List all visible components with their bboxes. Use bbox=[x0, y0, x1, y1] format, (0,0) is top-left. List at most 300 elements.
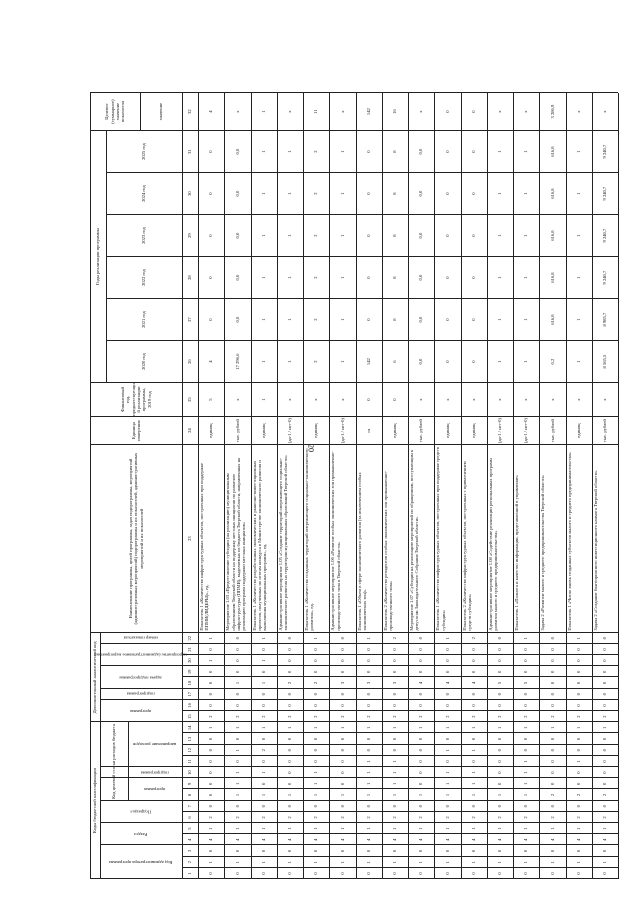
row-code-cell: 1 bbox=[234, 782, 240, 785]
table-hline bbox=[513, 93, 514, 879]
row-year-value: 1 bbox=[339, 234, 345, 237]
row-code-cell: 0 bbox=[365, 704, 371, 707]
row-code-cell: 3 bbox=[339, 681, 345, 685]
row-code-cell: 0 bbox=[208, 681, 214, 685]
header-unit: Единица измерения bbox=[130, 420, 141, 441]
row-year-value: 6 bbox=[392, 360, 398, 363]
row-code-cell: 2 bbox=[575, 816, 581, 819]
row-code-cell: 1 bbox=[575, 827, 581, 830]
row-code-cell: 0 bbox=[523, 704, 529, 707]
row-code-cell: 4 bbox=[444, 838, 450, 841]
row-year-value: 1 bbox=[260, 234, 266, 237]
row-year-value: 0 bbox=[208, 150, 214, 153]
row-target-value: х bbox=[418, 110, 424, 113]
row-code-cell: 0 bbox=[575, 659, 581, 662]
row-year-value: 4 bbox=[208, 360, 214, 363]
row-year-value: 0 bbox=[365, 234, 371, 237]
row-code-cell: 0 bbox=[313, 749, 319, 752]
row-code-cell: 1 bbox=[392, 827, 398, 830]
row-year-value: 0 bbox=[208, 234, 214, 237]
row-code-cell: 0 bbox=[549, 782, 555, 785]
row-year-value: 1 bbox=[523, 318, 529, 321]
row-code-cell: 0 bbox=[339, 659, 345, 662]
row-code-cell: 0 bbox=[234, 637, 240, 640]
row-unit: (да-1 / нет-0) bbox=[497, 418, 503, 444]
row-code-cell: 2 bbox=[208, 715, 214, 718]
row-code-cell: 0 bbox=[602, 670, 608, 673]
row-code-cell: 0 bbox=[260, 648, 266, 651]
table-vline bbox=[106, 298, 182, 299]
row-code-cell: 0 bbox=[523, 693, 529, 696]
row-year-value: 1 bbox=[575, 192, 581, 195]
row-code-cell: 4 bbox=[260, 838, 266, 841]
column-number: 29 bbox=[187, 233, 193, 238]
row-year-value: 1 bbox=[287, 360, 293, 363]
row-code-cell: 0 bbox=[287, 737, 293, 741]
header-activity: мероприятие (административное мероприятие) bbox=[94, 652, 188, 658]
row-code-cell: 0 bbox=[339, 693, 345, 696]
column-number: 28 bbox=[187, 275, 193, 280]
row-code-cell: 1 bbox=[523, 861, 529, 864]
row-code-cell: 1 bbox=[313, 771, 319, 774]
row-code-cell: 0 bbox=[602, 849, 608, 853]
row-year-value: 0,0 bbox=[418, 148, 424, 155]
row-name: Показатель 1 «Количество разработанных экономических и рыночно-инвестиционных проектов, полученных по итогам конкурса в Министерстве экономического развития и выполнения муниципальных программ», ед. bbox=[251, 460, 268, 631]
row-code-cell: 0 bbox=[497, 659, 503, 662]
row-code-cell: 0 bbox=[444, 693, 450, 696]
row-code-cell: 3 bbox=[365, 681, 371, 685]
row-code-cell: 1 bbox=[260, 726, 266, 729]
row-code-cell: 0 bbox=[470, 872, 476, 875]
row-code-cell: 0 bbox=[602, 760, 608, 763]
row-code-cell: 0 bbox=[418, 659, 424, 662]
row-code-cell: 0 bbox=[208, 760, 214, 763]
row-code-cell: 4 bbox=[365, 838, 371, 841]
row-year-value: 0 bbox=[208, 318, 214, 321]
row-code-cell: 0 bbox=[523, 659, 529, 662]
row-code-cell: 1 bbox=[549, 861, 555, 864]
row-code-cell: 1 bbox=[523, 637, 529, 640]
row-code-cell: 0 bbox=[365, 805, 371, 808]
row-code-cell: 0 bbox=[444, 872, 450, 875]
row-year-value: 0 bbox=[365, 276, 371, 279]
row-code-cell: 1 bbox=[523, 760, 529, 763]
row-code-cell: 1 bbox=[444, 726, 450, 729]
row-year-value: 1 bbox=[575, 360, 581, 363]
row-code-cell: 0 bbox=[208, 872, 214, 875]
row-year-value: 2 bbox=[313, 192, 319, 195]
column-number: 9 bbox=[187, 782, 193, 785]
table-vline bbox=[106, 340, 182, 341]
row-target-value: 4 bbox=[208, 110, 214, 113]
row-year-value: 616,8 bbox=[549, 314, 555, 325]
row-year-value: 0,0 bbox=[234, 148, 240, 155]
row-target-value: 3 286,9 bbox=[549, 104, 555, 119]
row-code-cell: 0 bbox=[418, 670, 424, 673]
row-code-cell: 0 bbox=[602, 805, 608, 808]
column-number: 3 bbox=[187, 849, 193, 853]
table-hline bbox=[356, 93, 357, 879]
row-year-value: 1 bbox=[287, 192, 293, 195]
row-code-cell: 0 bbox=[234, 760, 240, 763]
table-vline bbox=[106, 214, 182, 215]
header-years-title: Годы реализации программы bbox=[95, 228, 101, 285]
row-target-value: х bbox=[523, 110, 529, 113]
row-base-value: 0 bbox=[365, 398, 371, 401]
row-code-cell: 2 bbox=[287, 715, 293, 718]
row-code-cell: 0 bbox=[470, 648, 476, 651]
row-year-value: 1 bbox=[260, 192, 266, 195]
row-code-cell: 0 bbox=[497, 749, 503, 752]
column-number: 11 bbox=[187, 759, 193, 764]
row-code-cell: 0 bbox=[549, 771, 555, 774]
row-code-cell: 1 bbox=[418, 726, 424, 729]
row-year-value: 1 bbox=[339, 318, 345, 321]
table-hline bbox=[592, 93, 593, 879]
row-code-cell: 0 bbox=[313, 805, 319, 808]
column-number: 7 bbox=[187, 805, 193, 808]
row-year-value: 1 bbox=[287, 276, 293, 279]
row-code-cell: 0 bbox=[313, 648, 319, 651]
row-base-value: х bbox=[470, 398, 476, 401]
header-year-3: 2022 год bbox=[141, 269, 147, 286]
row-code-cell: 0 bbox=[287, 693, 293, 696]
row-code-cell: 1 bbox=[392, 760, 398, 763]
row-code-cell: 0 bbox=[365, 648, 371, 651]
column-number: 12 bbox=[187, 747, 193, 753]
row-name: Административное мероприятие 1.05 «Создание территорий опережающего социально-экономического развития на территории муниципальных образований Тверской области» bbox=[277, 455, 289, 631]
row-code-cell: 0 bbox=[418, 849, 424, 853]
row-year-value: 616,8 bbox=[549, 188, 555, 199]
column-number: 26 bbox=[187, 359, 193, 364]
row-code-cell: 0 bbox=[313, 872, 319, 875]
row-code-cell: 0 bbox=[208, 670, 214, 673]
row-code-cell: 0 bbox=[287, 849, 293, 853]
header-direction: направление расходов bbox=[133, 742, 177, 748]
header-budget-codes: Коды бюджетной классификации bbox=[92, 768, 98, 834]
row-code-cell: 0 bbox=[339, 872, 345, 875]
row-code-cell: 0 bbox=[523, 749, 529, 752]
row-code-cell: 0 bbox=[602, 693, 608, 696]
column-number: 23 bbox=[187, 536, 193, 541]
row-code-cell: 0 bbox=[392, 648, 398, 651]
row-code-cell: 1 bbox=[602, 726, 608, 729]
row-target-value: 1 bbox=[260, 110, 266, 113]
row-unit: единиц bbox=[260, 423, 266, 438]
row-code-cell: 0 bbox=[234, 704, 240, 707]
row-target-value: 142 bbox=[365, 108, 371, 116]
row-code-cell: 0 bbox=[392, 737, 398, 741]
row-code-cell: 1 bbox=[260, 793, 266, 797]
row-year-value: 1 bbox=[339, 360, 345, 363]
row-code-cell: 0 bbox=[575, 704, 581, 707]
row-code-cell: 2 bbox=[287, 816, 293, 819]
row-code-cell: 1 bbox=[260, 659, 266, 662]
row-code-cell: 1 bbox=[523, 726, 529, 729]
column-number: 27 bbox=[187, 317, 193, 322]
row-target-value: 0 bbox=[444, 110, 450, 113]
row-code-cell: 1 bbox=[234, 861, 240, 864]
row-code-cell: 0 bbox=[470, 659, 476, 662]
row-year-value: 0 bbox=[365, 318, 371, 321]
row-code-cell: 0 bbox=[313, 760, 319, 763]
row-code-cell: 0 bbox=[602, 872, 608, 875]
row-code-cell: 1 bbox=[365, 827, 371, 830]
row-code-cell: 1 bbox=[365, 782, 371, 785]
row-year-value: 142 bbox=[365, 358, 371, 366]
row-code-cell: 2 bbox=[497, 715, 503, 718]
row-code-cell: 5 bbox=[497, 681, 503, 685]
row-year-value: 1 bbox=[575, 276, 581, 279]
row-code-cell: 0 bbox=[602, 637, 608, 640]
row-name: Задача 2 «Создание благоприятного инвестиционного климата Тверской области» bbox=[592, 470, 598, 631]
row-code-cell: 1 bbox=[260, 771, 266, 774]
row-year-value: 1 bbox=[497, 276, 503, 279]
row-base-value: х bbox=[549, 398, 555, 401]
row-code-cell: 0 bbox=[418, 760, 424, 763]
row-code-cell: 1 bbox=[339, 861, 345, 864]
row-code-cell: 0 bbox=[444, 849, 450, 853]
row-target-value: х bbox=[287, 110, 293, 113]
row-unit: единиц bbox=[444, 423, 450, 438]
row-code-cell: 0 bbox=[313, 693, 319, 696]
row-code-cell: 1 bbox=[313, 827, 319, 830]
row-year-value: 1 bbox=[523, 360, 529, 363]
header-subprog: подпрограмма bbox=[140, 770, 170, 776]
row-code-cell: 1 bbox=[234, 793, 240, 797]
row-code-cell: 0 bbox=[549, 872, 555, 875]
row-year-value: 0,0 bbox=[418, 190, 424, 197]
row-code-cell: 0 bbox=[549, 704, 555, 707]
row-code-cell: 4 bbox=[470, 838, 476, 841]
row-code-cell: 2 bbox=[523, 816, 529, 819]
column-number: 17 bbox=[187, 691, 193, 697]
row-year-value: 0,0 bbox=[418, 358, 424, 365]
row-year-value: 1 bbox=[523, 150, 529, 153]
row-code-cell: 0 bbox=[339, 704, 345, 707]
row-code-cell: 1 bbox=[444, 637, 450, 640]
row-code-cell: 1 bbox=[575, 637, 581, 640]
row-year-value: 2 bbox=[313, 150, 319, 153]
row-code-cell: 0 bbox=[365, 693, 371, 696]
row-code-cell: 1 bbox=[392, 782, 398, 785]
row-code-cell: 1 bbox=[208, 726, 214, 729]
row-code-cell: 1 bbox=[470, 793, 476, 797]
row-code-cell: 4 bbox=[313, 838, 319, 841]
row-code-cell: 5 bbox=[523, 681, 529, 685]
row-code-cell: 1 bbox=[392, 793, 398, 797]
row-code-cell: 2 bbox=[313, 681, 319, 685]
row-code-cell: 0 bbox=[497, 737, 503, 741]
row-code-cell: 0 bbox=[575, 849, 581, 853]
row-code-cell: 2 bbox=[234, 715, 240, 718]
row-code-cell: 1 bbox=[365, 793, 371, 797]
row-year-value: 0 bbox=[470, 150, 476, 153]
column-number: 13 bbox=[187, 736, 193, 742]
row-code-cell: 1 bbox=[575, 760, 581, 763]
row-code-cell: 0 bbox=[602, 737, 608, 741]
row-code-cell: 0 bbox=[287, 637, 293, 640]
row-code-cell: 0 bbox=[575, 771, 581, 774]
row-code-cell: 1 bbox=[549, 827, 555, 830]
row-code-cell: 1 bbox=[339, 827, 345, 830]
row-unit: (да-1 / нет-0) bbox=[339, 418, 345, 444]
row-year-value: 1 bbox=[575, 150, 581, 153]
row-code-cell: 2 bbox=[365, 816, 371, 819]
column-number: 19 bbox=[187, 669, 193, 675]
row-code-cell: 1 bbox=[444, 771, 450, 774]
row-code-cell: 0 bbox=[523, 737, 529, 741]
row-year-value: 1 bbox=[497, 150, 503, 153]
row-unit: (да-1 / нет-0) bbox=[523, 418, 529, 444]
row-target-value: 11 bbox=[313, 109, 319, 114]
row-code-cell: 2 bbox=[418, 715, 424, 718]
row-code-cell: 0 bbox=[260, 704, 266, 707]
table-hline bbox=[224, 93, 225, 879]
row-target-value: х bbox=[575, 110, 581, 113]
row-code-cell: 0 bbox=[602, 782, 608, 785]
row-code-cell: 4 bbox=[602, 838, 608, 841]
column-number: 8 bbox=[187, 793, 193, 797]
row-code-cell: 1 bbox=[392, 771, 398, 774]
row-code-cell: 1 bbox=[260, 861, 266, 864]
row-code-cell: 1 bbox=[470, 771, 476, 774]
row-code-cell: 1 bbox=[444, 827, 450, 830]
row-code-cell: 1 bbox=[523, 793, 529, 797]
row-base-value: х bbox=[234, 398, 240, 401]
row-year-value: 0,0 bbox=[418, 316, 424, 323]
row-code-cell: 0 bbox=[575, 805, 581, 808]
row-code-cell: 0 bbox=[234, 872, 240, 875]
row-code-cell: 0 bbox=[234, 693, 240, 696]
column-number: 22 bbox=[187, 635, 193, 641]
row-code-cell: 1 bbox=[208, 659, 214, 662]
row-code-cell: 0 bbox=[470, 693, 476, 696]
table-hline bbox=[251, 93, 252, 879]
row-code-cell: 0 bbox=[418, 782, 424, 785]
row-code-cell: 0 bbox=[260, 782, 266, 785]
row-code-cell: 0 bbox=[234, 659, 240, 662]
row-year-value: 0 bbox=[444, 276, 450, 279]
row-code-cell: 0 bbox=[497, 805, 503, 808]
row-code-cell: 0 bbox=[602, 648, 608, 651]
row-code-cell: 1 bbox=[260, 681, 266, 685]
row-code-cell: 2 bbox=[470, 816, 476, 819]
row-code-cell: 0 bbox=[339, 737, 345, 741]
row-name: Административное мероприятие 1.08 «Содействие реализации региональных программ развития малого и среднего предпринимательства» bbox=[487, 458, 499, 631]
row-code-cell: 0 bbox=[287, 670, 293, 673]
row-code-cell: 0 bbox=[260, 760, 266, 763]
row-code-cell: 0 bbox=[549, 681, 555, 685]
row-code-cell: 0 bbox=[523, 805, 529, 808]
row-code-cell: 0 bbox=[497, 648, 503, 651]
table-hline bbox=[329, 93, 330, 879]
row-code-cell: 0 bbox=[260, 670, 266, 673]
row-year-value: 1 bbox=[575, 234, 581, 237]
row-year-value: 0 bbox=[444, 360, 450, 363]
row-year-value: 0,0 bbox=[234, 232, 240, 239]
row-code-cell: 0 bbox=[497, 704, 503, 707]
row-year-value: 0 bbox=[365, 150, 371, 153]
row-name: Мероприятие 1.07 «Субсидии на реализацию мероприятий по обращениям, поступающим к депутатам Законодательного Собрания Тверской области» bbox=[409, 449, 420, 631]
row-code-cell: 2 bbox=[602, 793, 608, 797]
row-base-value: х bbox=[602, 398, 608, 401]
row-code-cell: 0 bbox=[339, 637, 345, 640]
table-vline bbox=[106, 172, 182, 173]
column-number: 31 bbox=[187, 149, 193, 154]
row-code-cell: 0 bbox=[602, 771, 608, 774]
header-indicator-number: номер показателя bbox=[123, 635, 159, 641]
header-administrator: Код администратора программы bbox=[109, 859, 173, 865]
row-code-cell: 0 bbox=[575, 782, 581, 785]
row-code-cell: 0 bbox=[497, 693, 503, 696]
row-code-cell: 2 bbox=[470, 715, 476, 718]
row-base-value: 0 bbox=[392, 398, 398, 401]
row-code-cell: 1 bbox=[497, 861, 503, 864]
row-base-value: х bbox=[444, 398, 450, 401]
row-code-cell: 0 bbox=[365, 737, 371, 741]
row-year-value: 1 bbox=[575, 318, 581, 321]
row-code-cell: 1 bbox=[339, 726, 345, 729]
header-razdel: Раздел bbox=[134, 831, 148, 837]
row-code-cell: 0 bbox=[575, 681, 581, 685]
row-code-cell: 0 bbox=[208, 704, 214, 707]
row-code-cell: 4 bbox=[444, 681, 450, 685]
row-code-cell: 1 bbox=[392, 726, 398, 729]
row-code-cell: 0 bbox=[549, 659, 555, 662]
row-code-cell: 0 bbox=[418, 771, 424, 774]
table-hline bbox=[277, 93, 278, 879]
row-code-cell: 0 bbox=[549, 849, 555, 853]
row-code-cell: 4 bbox=[234, 838, 240, 841]
column-number: 14 bbox=[187, 725, 193, 731]
row-code-cell: 0 bbox=[418, 704, 424, 707]
row-year-value: 0 bbox=[444, 234, 450, 237]
row-code-cell: 1 bbox=[444, 782, 450, 785]
row-year-value: 1 bbox=[287, 318, 293, 321]
header-target: Целевое (суммарное) значение показателя bbox=[104, 99, 126, 124]
row-code-cell: 4 bbox=[470, 681, 476, 685]
row-name: Административное мероприятие 1.06 «Развитие особых экономических зон промышленно-производственного типа в Тверской области» bbox=[330, 451, 341, 631]
header-base-year: Финансовый год, предшествующий реализации программы, 2019 год bbox=[119, 383, 152, 416]
row-code-cell: 0 bbox=[418, 805, 424, 808]
row-code-cell: 0 bbox=[313, 659, 319, 662]
row-code-cell: 0 bbox=[287, 805, 293, 808]
row-code-cell: 1 bbox=[260, 637, 266, 640]
row-code-cell: 0 bbox=[575, 693, 581, 696]
row-code-cell: 1 bbox=[418, 861, 424, 864]
row-code-cell: 1 bbox=[602, 827, 608, 830]
row-year-value: 0,0 bbox=[234, 316, 240, 323]
row-unit: (да-1 / нет-0) bbox=[287, 418, 293, 444]
row-code-cell: 0 bbox=[287, 771, 293, 774]
row-code-cell: 0 bbox=[208, 793, 214, 797]
row-code-cell: 2 bbox=[418, 816, 424, 819]
column-number: 32 bbox=[187, 109, 193, 114]
row-year-value: 2 bbox=[313, 360, 319, 363]
row-name: Показатель 1 «Объем в сфере экономического развития (за исключением особых экономических зон)» bbox=[356, 472, 367, 631]
row-code-cell: 0 bbox=[287, 872, 293, 875]
row-target-value: 16 bbox=[392, 109, 398, 114]
row-code-cell: 0 bbox=[602, 659, 608, 662]
row-code-cell: 2 bbox=[575, 793, 581, 797]
row-year-value: 8 bbox=[392, 276, 398, 279]
row-code-cell: 0 bbox=[392, 704, 398, 707]
row-code-cell: 0 bbox=[339, 782, 345, 785]
row-code-cell: 0 bbox=[365, 849, 371, 853]
row-code-cell: 4 bbox=[497, 838, 503, 841]
row-code-cell: 1 bbox=[497, 827, 503, 830]
